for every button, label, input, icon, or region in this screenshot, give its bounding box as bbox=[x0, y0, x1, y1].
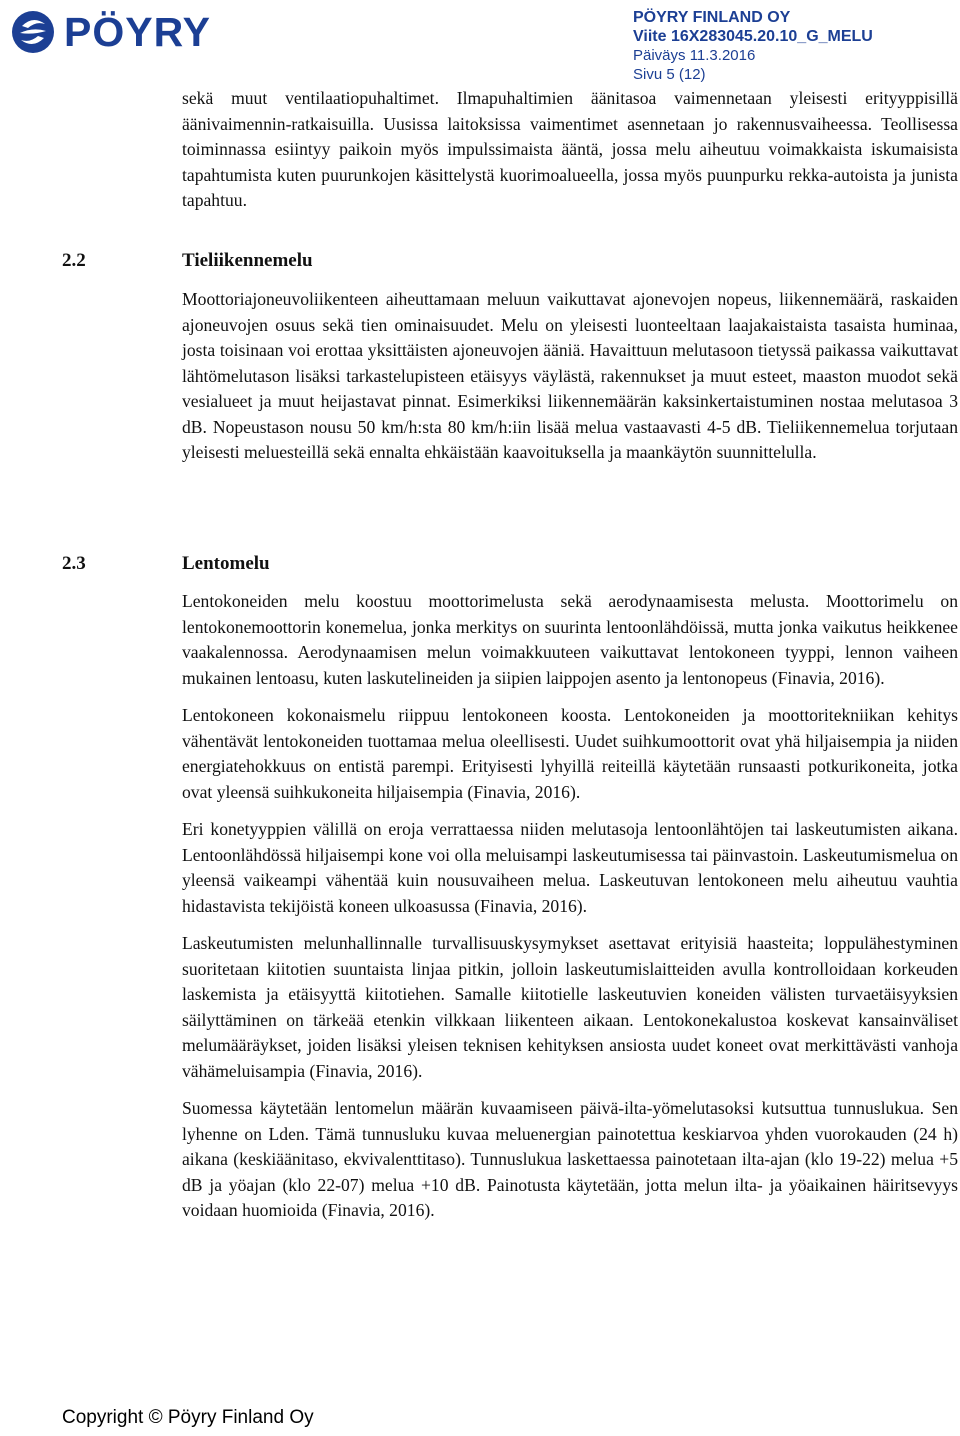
intro-text bbox=[182, 86, 958, 214]
paragraph: Lentokoneiden melu koostuu moottorimelusta sekä aerodynaamisesta melusta. Moottorimelu on lentokonemoottorin konemelua, jonka merkitys on suurinta lentoonlähdöissä, mutta jonka vaikutus heikkenee vaakalennossa. Aerodynaamisen melun voimakkuuteen vaikuttavat lentokoneen tyyppi, lennon vaiheen mukainen lentoasu, kuten laskutelineiden ja siipien laippojen asento ja lentonopeus (Finavia, 2016). bbox=[182, 591, 958, 688]
section-heading-2-2 bbox=[62, 250, 313, 272]
paragraph: Laskeutumisten melunhallinnalle turvallisuuskysymykset asettavat erityisiä haasteita; loppulähestyminen suoritetaan kiitotien suuntaista linjaa pitkin, jolloin laskeutumislaitteiden avulla kontrolloidaan korkeuden laskemista ja etäisyyttä kiitotiehen. Samalle kiitotielle laskeutuvien koneiden välisten turvaetäisyyksien säilyttäminen on tärkeää etenkin vilkkaan liikenteen aikaan. Lentokonekalustoa koskevat kansainväliset melumääräykset, joiden lisäksi yleisen teknisen kehityksen ansiosta uudet koneet ovat merkittävästi vanhoja vähämeluisampia (Finavia, 2016). bbox=[182, 933, 958, 1081]
section-number: 2.2 bbox=[62, 250, 86, 271]
section-title: Tieliikennemelu bbox=[182, 250, 313, 271]
logo-wordmark: PÖYRY bbox=[64, 8, 212, 55]
section-title: Lentomelu bbox=[182, 553, 270, 574]
section-2-3-body bbox=[182, 589, 958, 1224]
poyry-swirl-icon bbox=[10, 9, 56, 55]
paragraph: Lentokoneen kokonaismelu riippuu lentokoneen koosta. Lentokoneiden ja moottoritekniikan kehitys vähentävät lentokoneiden tuottamaa melua oleellisesti. Uudet suihkumoottorit ovat yhä hiljaisempia ja niiden energiatehokkuus on entistä parempi. Erityisesti lyhyillä reiteillä käytetään runsaasti potkurikoneita, jotka ovat yleensä suihkukoneita hiljaisempia (Finavia, 2016). bbox=[182, 705, 958, 802]
paragraph: Suomessa käytetään lentomelun määrän kuvaamiseen päivä-ilta-yömelutasoksi kutsuttua tunnuslukua. Sen lyhenne on Lden. Tämä tunnusluku kuvaa meluenergian painotettua keskiarvoa yhden vuorokauden (24 h) aikana (keskiäänitaso, ekvivalenttitaso). Tunnuslukua laskettaessa painotetaan ilta-ajan (klo 19-22) melua +5 dB ja yöajan (klo 22-07) melua +10 dB. Painotusta käytetään, jotta melun ilta- ja yöaikainen häiritsevyys voidaan huomioida (Finavia, 2016). bbox=[182, 1098, 958, 1220]
section-2-2-body bbox=[182, 287, 958, 466]
page-number: Sivu 5 (12) bbox=[633, 66, 706, 83]
section-number: 2.3 bbox=[62, 553, 86, 574]
company-name: PÖYRY FINLAND OY bbox=[633, 9, 791, 26]
paragraph: Eri konetyyppien välillä on eroja verrattaessa niiden melutasoja lentoonlähtöjen tai laskeutumisten aikana. Lentoonlähdössä hiljaisempi kone voi olla meluisampi laskeutumisessa tai päinvastoin. Laskeutumismelua on yleensä vaikeampi vähentää kuin nousuvaiheen melua. Laskeutuvan lentokoneen melu aiheutuu vauhtia hidastavista tekijöistä koneen ulkoasussa (Finavia, 2016). bbox=[182, 819, 958, 916]
document-date: Päiväys 11.3.2016 bbox=[633, 47, 756, 64]
section-heading-2-3 bbox=[62, 553, 270, 575]
paragraph: Moottoriajoneuvoliikenteen aiheuttamaan meluun vaikuttavat ajonevojen nopeus, liikennemäärä, raskaiden ajoneuvojen osuus sekä tien ominaisuudet. Melu on yleisesti luonteeltaan laajakaistaista tasaista huminaa, josta toisinaan voi erottaa yksittäisten ajoneuvojen ääniä. Havaittuun melutasoon tietyssä paikassa vaikuttavat lähtömelutason lisäksi tarkastelupisteen etäisyys väylästä, rakennukset ja muut esteet, maaston muodot sekä vesialueet ja muut heijastavat pinnat. Esimerkiksi liikennemäärän kaksinkertaistuminen nostaa melutasoa 3 dB. Nopeustason nousu 50 km/h:sta 80 km/h:iin lisää melua vastaavasti 4-5 dB. Tieliikennemelua torjutaan yleisesti meluesteillä sekä ennalta ehkäistään kaavoituksella ja maankäytön suunnittelulla. bbox=[182, 289, 958, 462]
reference-number: Viite 16X283045.20.10_G_MELU bbox=[633, 28, 873, 45]
copyright-footer: Copyright © Pöyry Finland Oy bbox=[62, 1407, 314, 1428]
intro-paragraph: sekä muut ventilaatiopuhaltimet. Ilmapuhaltimien äänitasoa vaimennetaan yleisesti erityyppisillä äänivaimennin-ratkaisuilla. Uusissa laitoksissa vaimentimet asennetaan jo rakennusvaiheessa. Teollisessa toiminnassa esiintyy paikoin myös impulssimaista ääntä, jossa melu aiheutuu voimakkaista iskumaisista tapahtumista kuten puurunkojen käsittelystä kuorimoalueella, jossa myös puunpurku rekka-autoista ja junista tapahtuu. bbox=[182, 88, 958, 210]
poyry-logo bbox=[10, 8, 250, 56]
document-header bbox=[633, 8, 873, 84]
